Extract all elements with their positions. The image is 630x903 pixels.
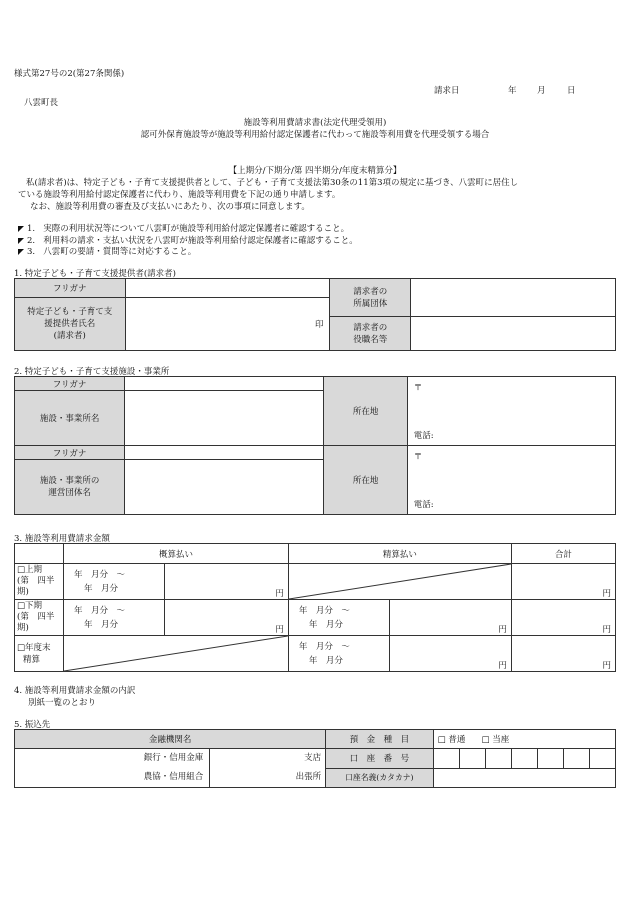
facility-name-label: 施設・事業所名 [15,391,125,446]
period-header: 【上期分/下期分/第 四半期分/年度末精算分】 [228,166,402,176]
facility-name-field[interactable] [125,391,324,446]
row2-settle-amount[interactable]: 円 [390,600,512,636]
bank-type-options[interactable]: 銀行・信用金庫 農協・信用組合 [15,749,210,788]
section4-note: 別紙一覧のとおり [28,698,97,708]
request-date-month: 月 [537,86,546,96]
account-digit-6[interactable] [563,749,589,769]
bullet-mark-icon [18,238,24,244]
row2-estimate-period[interactable]: 年 月分 ～ 年 月分 [64,600,165,636]
deposit-option-ordinary[interactable]: □ 普通 [437,735,466,745]
consent-3: 3. 八雲町の要請・質問等に対応すること。 [18,245,196,257]
consent-1: 1. 実際の利用状況等について八雲町が施設等利用給付認定保護者に確認すること。 [18,222,349,234]
bullet-mark-icon [18,226,24,232]
row2-estimate-amount[interactable]: 円 [165,600,289,636]
section1-heading: 1. 特定子ども・子育て支援提供者(請求者) [14,269,176,279]
row1-estimate-period[interactable]: 年 月分 ～ 年 月分 [64,564,165,600]
facility-furigana-label: フリガナ [15,377,125,391]
applicant-furigana-label: フリガナ [15,279,126,298]
operator-phone: 電話: [413,500,434,510]
deposit-type-options[interactable] [433,730,615,749]
operator-name-label: 施設・事業所の 運営団体名 [15,460,125,515]
intro-line2: ている施設等利用給付認定保護者に代わり、施設等利用費を下記の通り申請します。 [18,190,341,200]
row3-settle-amount[interactable]: 円 [390,636,512,672]
facility-phone: 電話: [413,431,434,441]
intro-line3: なお、施設等利用費の審査及び支払いにあたり、次の事項に同意します。 [30,202,310,212]
row3-estimate-blank [64,636,289,672]
account-digit-7[interactable] [589,749,615,769]
org-label: 請求者の 所属団体 [330,279,411,317]
deposit-type-label: 預 金 種 目 [326,730,433,749]
account-holder-field[interactable] [433,768,615,788]
job-title-field[interactable] [411,317,616,351]
account-digit-2[interactable] [459,749,485,769]
operator-name-field[interactable] [125,460,324,515]
operator-address-field[interactable] [407,446,615,515]
row1-estimate-amount[interactable]: 円 [165,564,289,600]
settle-header: 精算払い [288,544,511,564]
amount-corner [15,544,64,564]
row-year-end-label[interactable]: □年度末 精算 [15,636,64,672]
account-holder-label: 口座名義(カタカナ) [326,768,433,788]
account-digit-4[interactable] [511,749,537,769]
applicant-name-label: 特定子ども・子育て支 援提供者氏名 (請求者) [15,298,126,351]
account-digit-5[interactable] [537,749,563,769]
consent-2: 2. 利用料の請求・支払い状況を八雲町が施設等利用給付認定保護者に確認すること。 [18,234,358,246]
org-field[interactable] [411,279,616,317]
request-date-year: 年 [508,86,517,96]
section3-heading: 3. 施設等利用費請求金額 [14,534,110,544]
facility-furigana-field[interactable] [125,377,324,391]
applicant-table [14,278,616,351]
title-line2: 認可外保育施設等が施設等利用給付認定保護者に代わって施設等利用費を代理受領する場合 [140,130,490,140]
account-digit-3[interactable] [485,749,511,769]
section2-heading: 2. 特定子ども・子育て支援施設・事業所 [14,367,170,377]
bank-table [14,729,616,788]
row2-total[interactable]: 円 [511,600,615,636]
amount-table [14,543,616,672]
addressee: 八雲町長 [24,98,59,108]
row3-total[interactable]: 円 [511,636,615,672]
form-number: 様式第27号の2(第27条関係) [14,69,125,79]
row-second-half-label[interactable]: □下期 (第 四半 期) [15,600,64,636]
operator-furigana-label: フリガナ [15,446,125,460]
estimate-header: 概算払い [64,544,289,564]
request-date-day: 日 [567,86,576,96]
account-number-label: 口 座 番 号 [326,749,433,769]
operator-postal: 〒 [413,452,423,462]
row3-settle-period[interactable]: 年 月分 ～ 年 月分 [288,636,389,672]
section4-heading: 4. 施設等利用費請求金額の内訳 [14,686,136,696]
job-title-label: 請求者の 役職名等 [330,317,411,351]
seal-mark: 印 [314,320,324,330]
section5-heading: 5. 振込先 [14,720,51,730]
facility-address-field[interactable] [407,377,615,446]
intro-line1: 私(請求者)は、特定子ども・子育て支援提供者として、子ども・子育て支援法第30条の11第3項の規定に基づき、八雲町に居住し [26,178,519,188]
facility-address-label: 所在地 [324,377,407,446]
operator-address-label: 所在地 [324,446,407,515]
facility-table [14,376,616,515]
applicant-furigana-field[interactable] [125,279,330,298]
account-digit-1[interactable] [433,749,459,769]
bullet-mark-icon [18,249,24,255]
row-first-half-label[interactable]: □上期 (第 四半 期) [15,564,64,600]
title-line1: 施設等利用費請求書(法定代理受領用) [243,118,387,128]
total-header: 合計 [511,544,615,564]
request-date-label: 請求日 [434,86,460,96]
facility-postal: 〒 [413,383,423,393]
branch-type-options[interactable]: 支店 出張所 [210,749,326,788]
row1-total[interactable]: 円 [511,564,615,600]
row1-settle-blank [288,564,511,600]
bank-name-label: 金融機関名 [15,730,326,749]
applicant-name-field[interactable] [125,298,330,351]
row2-settle-period[interactable]: 年 月分 ～ 年 月分 [288,600,389,636]
operator-furigana-field[interactable] [125,446,324,460]
deposit-option-current[interactable]: □ 当座 [481,735,510,745]
